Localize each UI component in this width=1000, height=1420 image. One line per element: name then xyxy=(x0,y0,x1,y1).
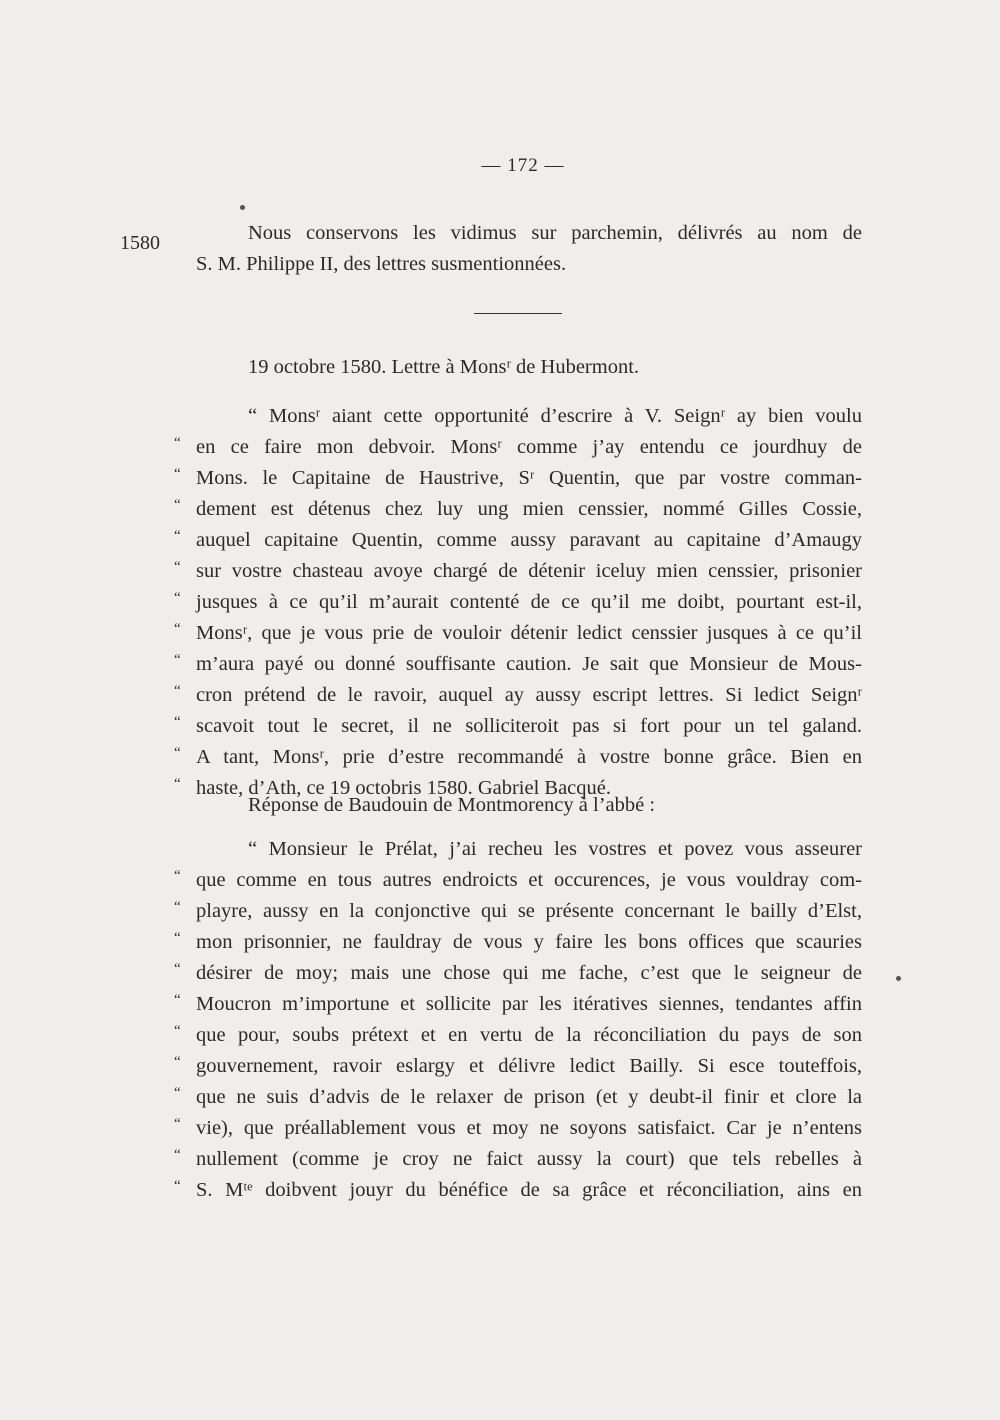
quote-mark: “ xyxy=(174,652,181,668)
text-line xyxy=(174,618,862,649)
line-text: désirer de moy; mais une chose qui me fache, c’est que le seigneur de xyxy=(196,962,862,984)
text-line xyxy=(174,1020,862,1051)
text-line xyxy=(174,494,862,525)
line-text: auquel capitaine Quentin, comme aussy paravant au capitaine d’Amaugy xyxy=(196,529,862,551)
text-line xyxy=(174,896,862,927)
line-text: cron prétend de le ravoir, auquel ay aussy escript lettres. Si ledict Seignʳ xyxy=(196,684,862,706)
text-line xyxy=(196,834,862,865)
line-text: Monsʳ, que je vous prie de vouloir détenir ledict censsier jusques à ce qu’il xyxy=(196,622,862,644)
text-line: Nous conservons les vidimus sur parchemin, délivrés au nom de xyxy=(248,222,862,244)
text-line xyxy=(174,927,862,958)
line-text: S. Mᵗᵉ doibvent jouyr du bénéfice de sa grâce et réconciliation, ains en xyxy=(196,1179,862,1201)
line-text: que pour, soubs prétext et en vertu de la réconciliation du pays de son xyxy=(196,1024,862,1046)
speck xyxy=(896,976,901,981)
paragraph-vidimus xyxy=(196,218,862,280)
text-line xyxy=(174,556,862,587)
text-line xyxy=(196,401,862,432)
text-line xyxy=(174,525,862,556)
quote-mark: “ xyxy=(174,466,181,482)
quote-mark: “ xyxy=(174,714,181,730)
heading-line: Réponse de Baudouin de Montmorency à l’abbé : xyxy=(248,794,656,816)
text-line xyxy=(174,649,862,680)
quote-mark: “ xyxy=(174,590,181,606)
speck xyxy=(240,205,245,210)
response-heading xyxy=(196,790,862,821)
line-text: haste, d’Ath, ce 19 octobris 1580. Gabriel Bacqué. xyxy=(196,777,612,799)
line-text: dement est détenus chez luy ung mien censsier, nommé Gilles Cossie, xyxy=(196,498,862,520)
quote-mark: “ xyxy=(174,1178,181,1194)
letter-montmorency xyxy=(174,834,862,1206)
text-line xyxy=(174,680,862,711)
text-line xyxy=(174,1175,862,1206)
quote-mark: “ xyxy=(174,992,181,1008)
line-text: m’aura payé ou donné souffisante caution. Je sait que Monsieur de Mous- xyxy=(196,653,862,675)
quote-mark: “ xyxy=(174,1147,181,1163)
line-text: mon prisonnier, ne fauldray de vous y faire les bons offices que scauries xyxy=(196,931,862,953)
text-line xyxy=(174,1051,862,1082)
text-line xyxy=(174,711,862,742)
text-line xyxy=(174,989,862,1020)
text-line xyxy=(174,463,862,494)
text-line xyxy=(174,1144,862,1175)
line-text: sur vostre chasteau avoye chargé de détenir iceluy mien censsier, prisonier xyxy=(196,560,862,582)
line-text: “ Monsieur le Prélat, j’ai recheu les vostres et povez vous asseurer xyxy=(248,838,862,860)
quote-mark: “ xyxy=(174,745,181,761)
line-text: gouvernement, ravoir eslargy et délivre ledict Bailly. Si esce touteffois, xyxy=(196,1055,862,1077)
line-text: vie), que préallablement vous et moy ne soyons satisfaict. Car je n’entens xyxy=(196,1117,862,1139)
line-text: que ne suis d’advis de le relaxer de prison (et y deubt-il finir et clore la xyxy=(196,1086,862,1108)
text-line xyxy=(174,1082,862,1113)
quote-mark: “ xyxy=(174,435,181,451)
section-divider xyxy=(474,313,562,314)
quote-mark: “ xyxy=(174,776,181,792)
line-text: A tant, Monsʳ, prie d’estre recommandé à vostre bonne grâce. Bien en xyxy=(196,746,862,768)
text-line xyxy=(174,432,862,463)
quote-mark: “ xyxy=(174,868,181,884)
quote-mark: “ xyxy=(174,1054,181,1070)
page-number: — 172 — xyxy=(481,155,565,176)
line-text: que comme en tous autres endroicts et occurences, je vous vouldray com- xyxy=(196,869,862,891)
quote-mark: “ xyxy=(174,559,181,575)
quote-mark: “ xyxy=(174,528,181,544)
quote-mark: “ xyxy=(174,1116,181,1132)
quote-mark: “ xyxy=(174,683,181,699)
text-line xyxy=(174,587,862,618)
text-line xyxy=(174,958,862,989)
line-text: scavoit tout le secret, il ne solliciteroit pas si fort pour un tel galand. xyxy=(196,715,862,737)
quote-mark: “ xyxy=(174,899,181,915)
text-line xyxy=(174,1113,862,1144)
line-text: playre, aussy en la conjonctive qui se présente concernant le bailly d’Elst, xyxy=(196,900,862,922)
quote-mark: “ xyxy=(174,497,181,513)
line-text: en ce faire mon debvoir. Monsʳ comme j’ay entendu ce jourdhuy de xyxy=(196,436,862,458)
text-line: S. M. Philippe II, des lettres susmentionnées. xyxy=(196,253,567,275)
line-text: nullement (comme je croy ne faict aussy la court) que tels rebelles à xyxy=(196,1148,862,1170)
line-text: Moucron m’importune et sollicite par les itératives siennes, tendantes affin xyxy=(196,993,862,1015)
quote-mark: “ xyxy=(174,1085,181,1101)
heading-line: 19 octobre 1580. Lettre à Monsʳ de Hubermont. xyxy=(248,356,640,378)
text-line xyxy=(174,742,862,773)
letter-heading xyxy=(196,352,862,383)
text-line xyxy=(174,865,862,896)
quote-mark: “ xyxy=(174,621,181,637)
margin-year: 1580 xyxy=(120,232,160,254)
quote-mark: “ xyxy=(174,961,181,977)
line-text: “ Monsʳ aiant cette opportunité d’escrire à V. Seignʳ ay bien voulu xyxy=(248,405,862,427)
quote-mark: “ xyxy=(174,930,181,946)
line-text: jusques à ce qu’il m’aurait contenté de ce qu’il me doibt, pourtant est-il, xyxy=(196,591,862,613)
quote-mark: “ xyxy=(174,1023,181,1039)
letter-bacque xyxy=(174,401,862,804)
line-text: Mons. le Capitaine de Haustrive, Sʳ Quentin, que par vostre comman- xyxy=(196,467,862,489)
